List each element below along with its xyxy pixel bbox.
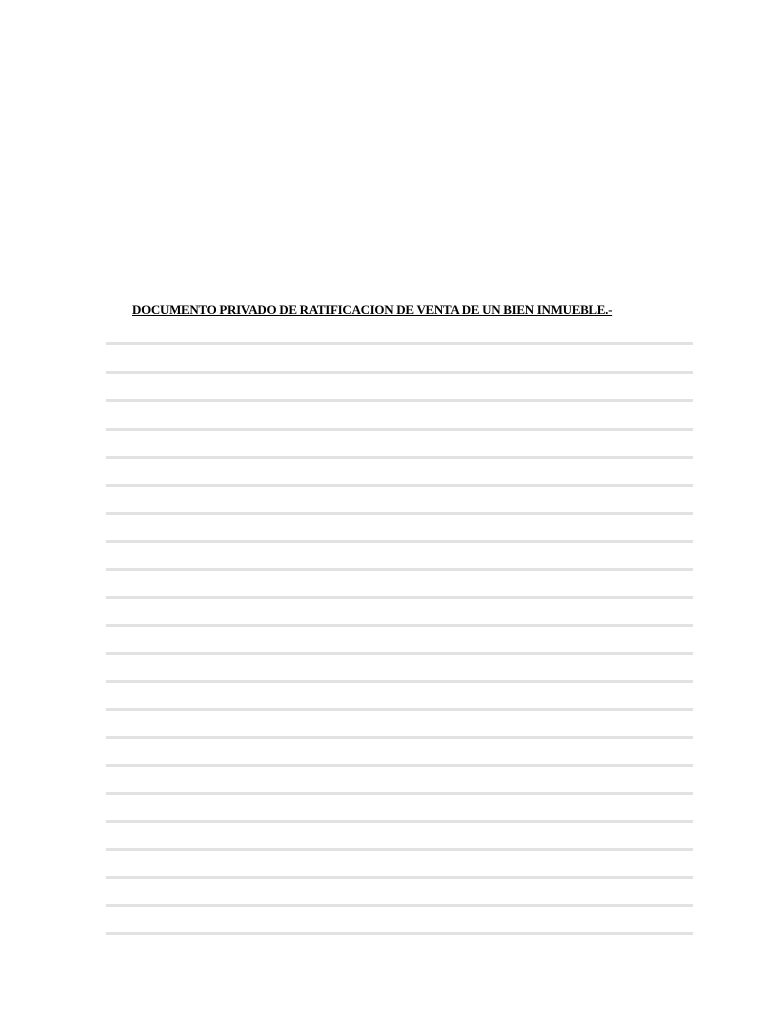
text-line bbox=[106, 820, 693, 823]
text-line bbox=[106, 736, 693, 739]
text-line bbox=[106, 342, 693, 345]
text-line bbox=[106, 512, 693, 515]
text-line bbox=[106, 596, 693, 599]
text-line bbox=[106, 484, 693, 487]
text-line bbox=[106, 540, 693, 543]
text-line bbox=[106, 428, 693, 431]
text-line bbox=[106, 904, 693, 907]
text-line bbox=[106, 456, 693, 459]
text-line bbox=[106, 932, 693, 935]
text-line bbox=[106, 848, 693, 851]
text-line bbox=[106, 624, 693, 627]
text-line bbox=[106, 764, 693, 767]
text-line bbox=[106, 792, 693, 795]
text-line bbox=[106, 568, 693, 571]
text-line bbox=[106, 371, 693, 374]
text-line bbox=[106, 876, 693, 879]
text-line bbox=[106, 680, 693, 683]
text-line bbox=[106, 708, 693, 711]
text-line bbox=[106, 399, 693, 402]
document-title: DOCUMENTO PRIVADO DE RATIFICACION DE VENTA DE UN BIEN INMUEBLE.- bbox=[132, 302, 613, 317]
text-line bbox=[106, 652, 693, 655]
